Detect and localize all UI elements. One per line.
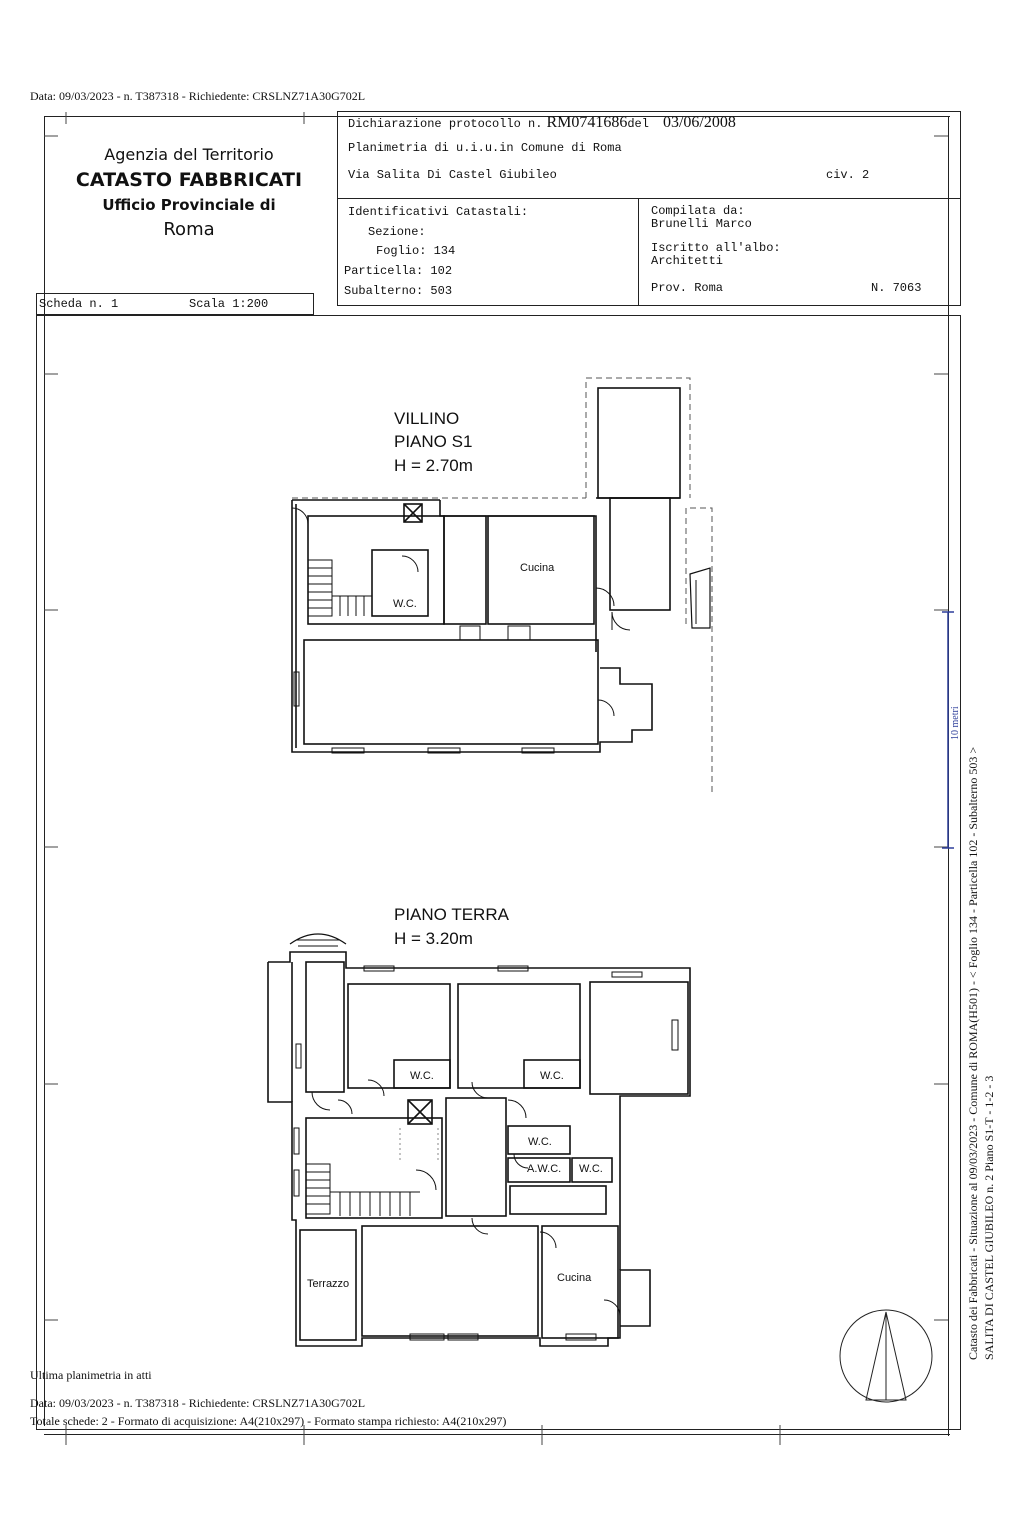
address-line: Via Salita Di Castel Giubileo xyxy=(348,168,557,182)
protocol-del: del xyxy=(627,117,649,131)
civ-number: civ. 2 xyxy=(826,168,870,182)
frame-ticks xyxy=(44,112,948,1445)
side-text-address: SALITA DI CASTEL GIUBILEO n. 2 Piano S1-T - 1-2 - 3 xyxy=(982,1075,996,1360)
plan-s1-dashed xyxy=(292,378,712,796)
footer-data: Data: 09/03/2023 - n. T387318 - Richiedente: CRSLNZ71A30G702L xyxy=(30,1396,366,1410)
room-wc-s1: W.C. xyxy=(393,598,417,610)
lower-plan-floor: PIANO TERRA xyxy=(394,905,509,924)
upper-plan-villino: VILLINO xyxy=(394,409,460,428)
catasto-title: CATASTO FABBRICATI xyxy=(75,169,303,191)
room-cucina-terra: Cucina xyxy=(557,1272,592,1284)
room-wc-3: W.C. xyxy=(528,1136,552,1148)
protocol-number: RM0741686 xyxy=(546,114,628,131)
side-text-situazione: Catasto dei Fabbricati - Situazione al 09/03/2023 - Comune di ROMA(H501) - < Foglio 134 - Particella 102 - Subalterno 503 > xyxy=(966,746,980,1360)
protocol-prefix: Dichiarazione protocollo n. xyxy=(348,117,543,131)
scala-label: Scala 1:200 xyxy=(189,297,269,311)
albo-value: Architetti xyxy=(651,254,724,268)
protocol-date: 03/06/2008 xyxy=(662,114,736,131)
upper-plan-floor: PIANO S1 xyxy=(394,432,473,451)
agency-name: Agenzia del Territorio xyxy=(104,145,274,164)
compilata-title: Compilata da: xyxy=(651,204,745,218)
lower-plan-height: H = 3.20m xyxy=(394,929,473,948)
compilata-name: Brunelli Marco xyxy=(651,217,752,231)
room-terrazzo: Terrazzo xyxy=(307,1278,350,1290)
prov-value: Prov. Roma xyxy=(651,281,724,295)
ufficio-label: Ufficio Provinciale di xyxy=(102,196,276,214)
subalterno-field: Subalterno: 503 xyxy=(344,284,453,298)
upper-plan-height: H = 2.70m xyxy=(394,456,473,475)
scheda-label: Scheda n. 1 xyxy=(39,297,119,311)
north-compass-icon xyxy=(840,1310,932,1402)
particella-field: Particella: 102 xyxy=(344,264,453,278)
plan-s1 xyxy=(292,388,680,753)
plan-s1-fixture xyxy=(690,568,710,628)
scale-bar-label: 10 metri xyxy=(950,706,961,740)
footer-totale: Totale schede: 2 - Formato di acquisizione: A4(210x297) - Formato stampa richiesto: A4(210x297) xyxy=(30,1414,507,1428)
room-cucina-s1: Cucina xyxy=(520,562,555,574)
identificativi-title: Identificativi Catastali: xyxy=(348,205,529,219)
room-awc: A.W.C. xyxy=(527,1163,562,1175)
footer-ultima: Ultima planimetria in atti xyxy=(30,1368,152,1382)
top-note: Data: 09/03/2023 - n. T387318 - Richiedente: CRSLNZ71A30G702L xyxy=(30,89,366,103)
room-wc-2: W.C. xyxy=(540,1070,564,1082)
plan-terra-dotted xyxy=(400,1128,438,1160)
numero-value: N. 7063 xyxy=(871,281,922,295)
iscritto-label: Iscritto all'albo: xyxy=(651,241,781,255)
room-wc-4: W.C. xyxy=(579,1163,603,1175)
sezione-field: Sezione: xyxy=(368,225,426,239)
planimetria-line: Planimetria di u.i.u.in Comune di Roma xyxy=(348,141,622,155)
room-wc-1: W.C. xyxy=(410,1070,434,1082)
ufficio-city: Roma xyxy=(163,219,215,240)
foglio-field: Foglio: 134 xyxy=(376,244,456,258)
